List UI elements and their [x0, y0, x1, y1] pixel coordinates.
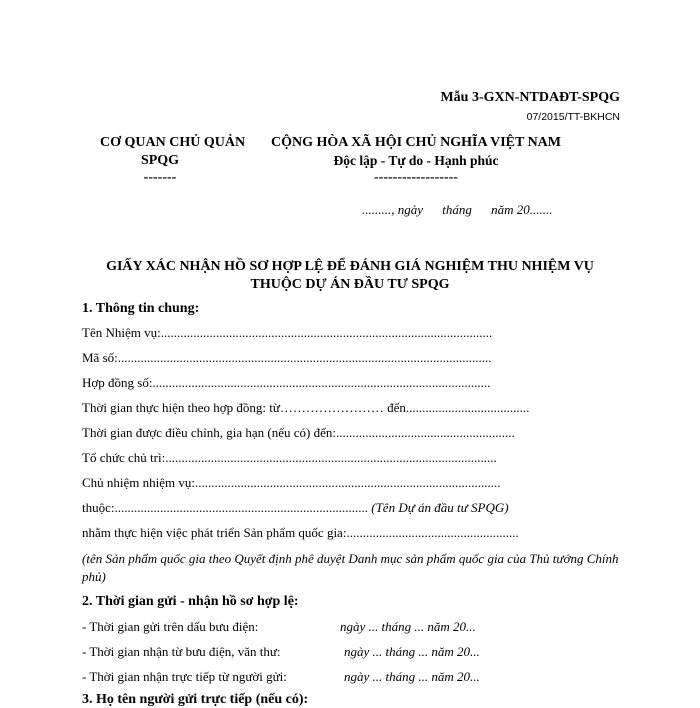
project-name-hint: (Tên Dự án đầu tư SPQG): [371, 500, 509, 515]
date-place: ........., ngày: [362, 202, 424, 217]
post-receive-label: - Thời gian nhận từ bưu điện, văn thư:: [82, 644, 281, 659]
date-year: năm 20.......: [491, 202, 553, 217]
code-line: Mã số:...................................................................................................................: [82, 350, 492, 365]
date-line: [362, 202, 553, 218]
contract-line: Hợp đồng số:........................................................................................................: [82, 375, 491, 390]
send-time-label: - Thời gian gửi trên dấu bưu điện:: [82, 619, 259, 634]
agency-dash: -------: [143, 170, 177, 185]
date-month: tháng: [442, 202, 472, 217]
post-receive-value: ngày ... tháng ... năm 20...: [344, 644, 480, 659]
direct-receive-value: ngày ... tháng ... năm 20...: [344, 669, 480, 684]
task-name-line: Tên Nhiệm vụ:......................................................................................................: [82, 325, 493, 340]
extension-line: Thời gian được điều chỉnh, gia hạn (nếu có) đến:.......................................................: [82, 425, 515, 440]
agency-line-2: SPQG: [140, 153, 180, 168]
belongs-prefix: thuộc:..............................................................................: [82, 500, 368, 515]
nation-name: CỘNG HÒA XÃ HỘI CHỦ NGHĨA VIỆT NAM: [270, 135, 561, 150]
task-leader-line: Chủ nhiệm nhiệm vụ:..............................................................................................: [82, 475, 501, 490]
section-1-heading: 1. Thông tin chung:: [82, 301, 200, 316]
document-title: GIẤY XÁC NHẬN HỒ SƠ HỢP LỆ ĐỂ ĐÁNH GIÁ NGHIỆM THU NHIỆM VỤ THUỘC DỰ ÁN ĐẦU TƯ SPQG: [106, 259, 594, 292]
nation-block: [270, 134, 562, 186]
send-time-row: [82, 619, 476, 635]
circular-number: 07/2015/TT-BKHCN: [526, 111, 620, 123]
post-receive-row: [82, 644, 480, 660]
product-line: nhằm thực hiện việc phát triển Sản phẩm quốc gia:.....................................................: [82, 525, 519, 540]
product-note: (tên Sản phẩm quốc gia theo Quyết định phê duyệt Danh mục sản phẩm quốc gia của Thủ tướng Chính phủ): [82, 551, 619, 584]
contract-period-line: Thời gian thực hiện theo hợp đồng: từ…………………… đến......................................: [82, 400, 530, 415]
nation-dash: ------------------: [374, 170, 458, 185]
agency-block: [100, 134, 246, 186]
host-org-line: Tổ chức chủ trì:......................................................................................................: [82, 450, 497, 465]
form-code: Mẫu 3-GXN-NTDAĐT-SPQG: [440, 90, 620, 105]
agency-line-1: CƠ QUAN CHỦ QUẢN: [100, 135, 246, 150]
motto: Độc lập - Tự do - Hạnh phúc: [333, 153, 499, 168]
section-3-heading: 3. Họ tên người gửi trực tiếp (nếu có):: [82, 692, 309, 707]
belongs-line: [82, 500, 509, 516]
direct-receive-label: - Thời gian nhận trực tiếp từ người gửi:: [82, 669, 287, 684]
direct-receive-row: [82, 669, 480, 685]
section-2-heading: 2. Thời gian gửi - nhận hồ sơ hợp lệ:: [82, 594, 299, 609]
send-time-value: ngày ... tháng ... năm 20...: [340, 619, 476, 634]
